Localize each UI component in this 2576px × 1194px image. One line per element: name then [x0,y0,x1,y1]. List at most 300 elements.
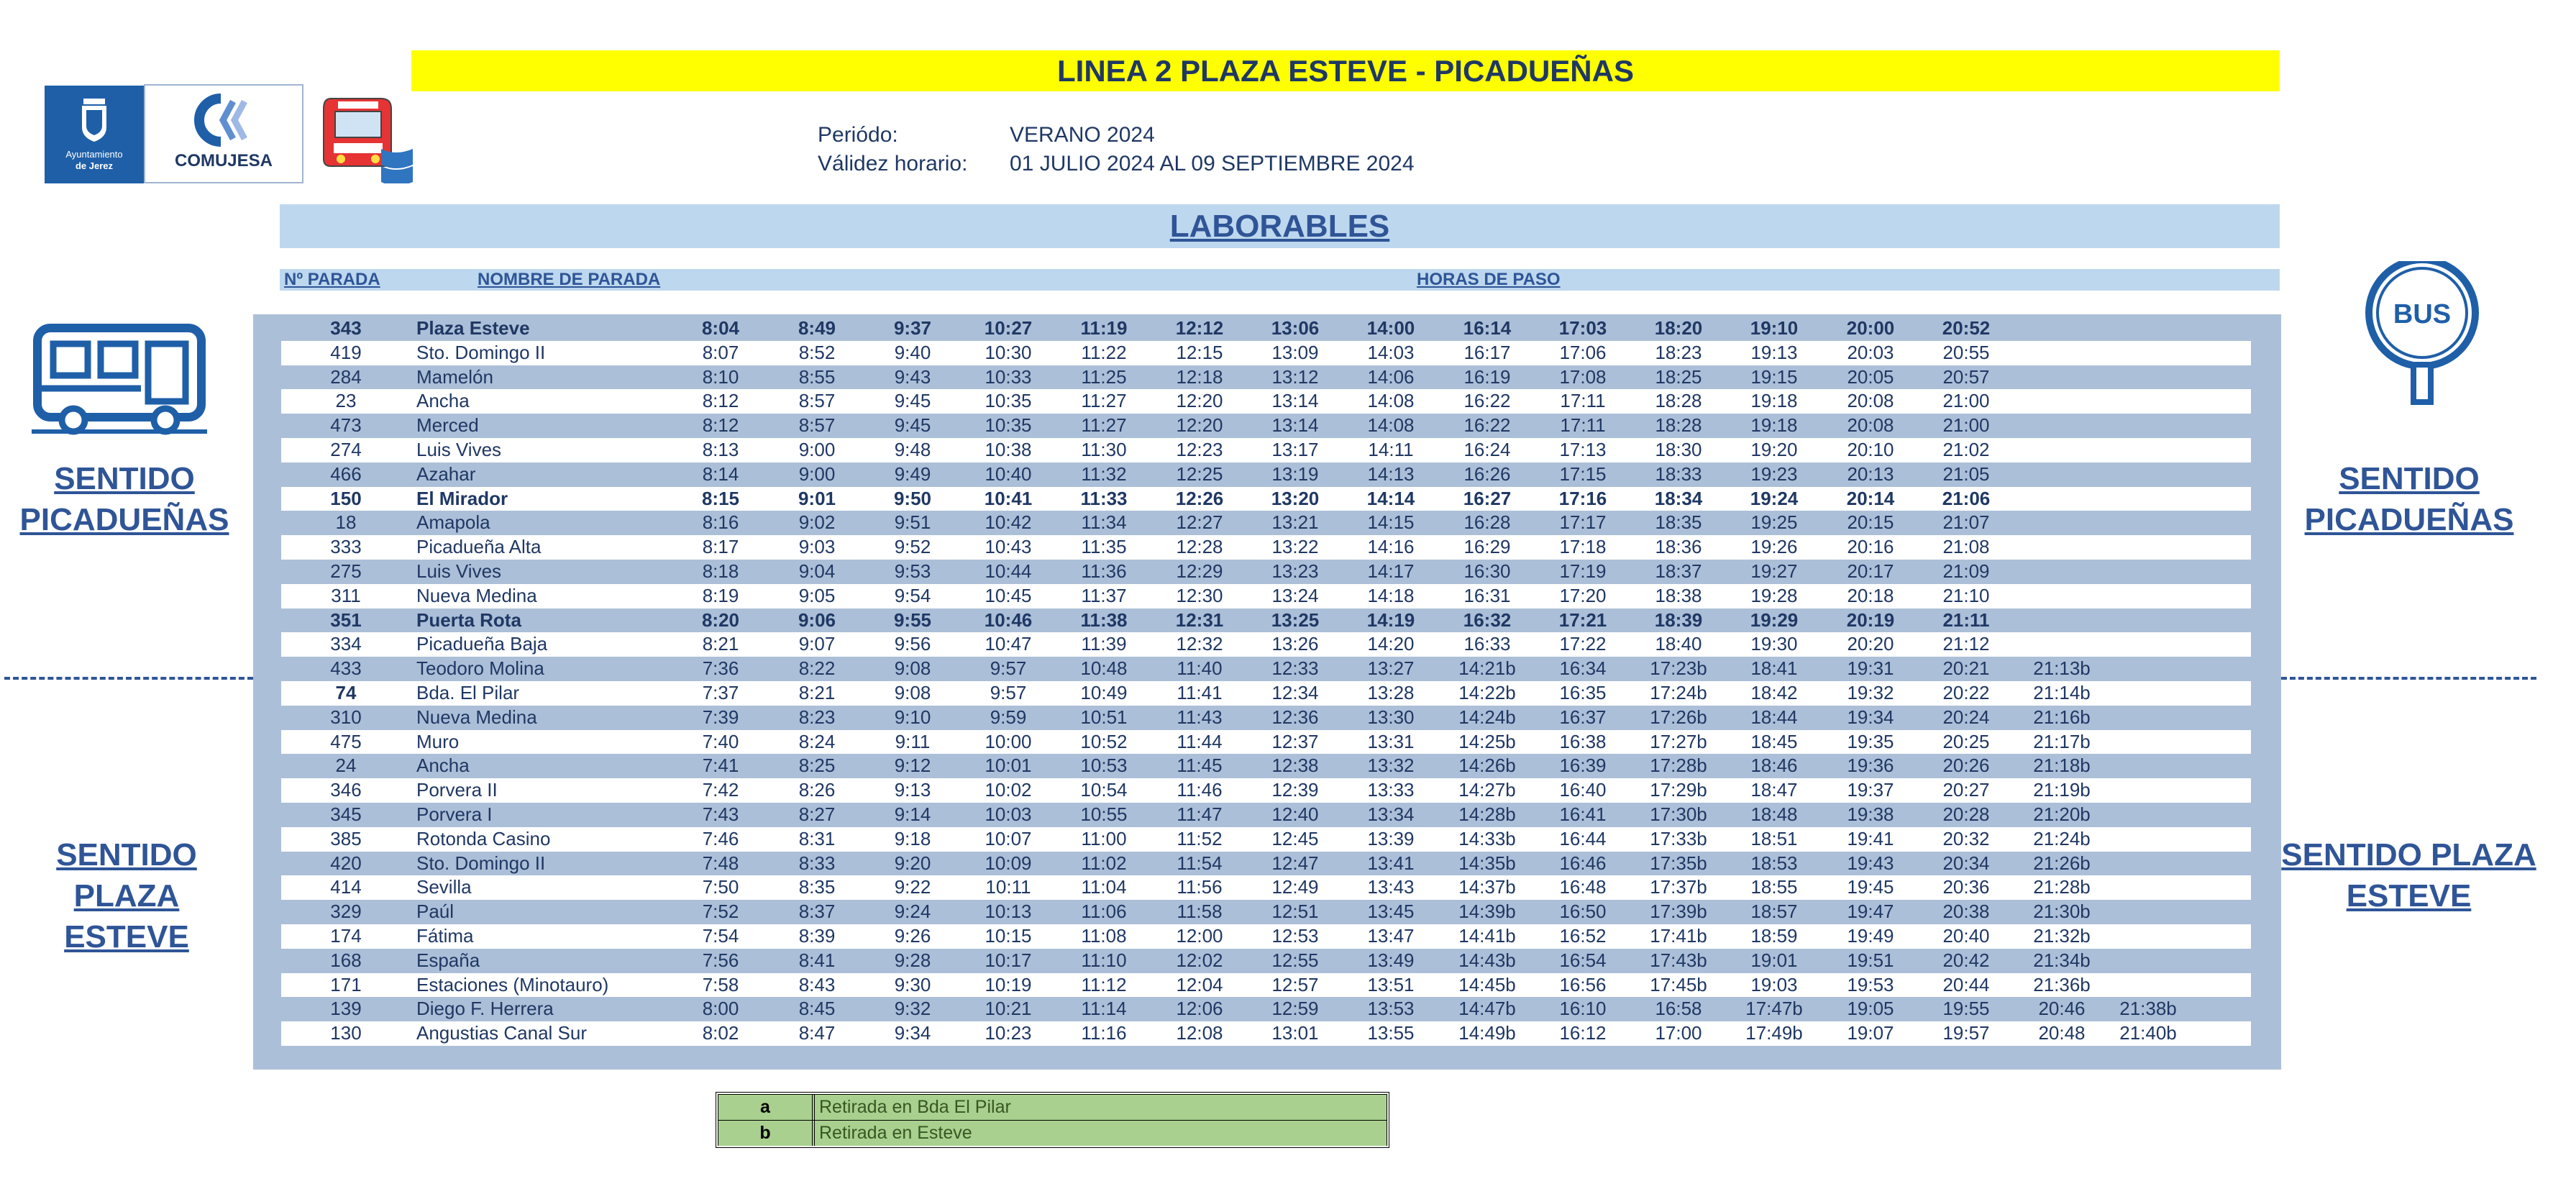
departure-time: 20:08 [1847,414,1894,437]
departure-time: 18:25 [1655,365,1702,388]
departure-time: 20:05 [1847,365,1894,388]
departure-time: 19:24 [1750,487,1799,509]
departure-time: 7:58 [702,973,739,995]
departure-time: 21:09 [1942,560,1990,582]
departure-time: 9:01 [798,487,836,509]
departure-time: 12:55 [1271,949,1319,971]
departure-time: 14:18 [1367,584,1415,606]
departure-time: 17:26b [1650,706,1707,728]
departure-time: 16:33 [1463,633,1511,655]
stop-number: 433 [330,657,362,680]
table-row [281,827,2251,852]
departure-time: 11:27 [1081,414,1127,437]
table-row [281,949,2251,973]
table-row [281,852,2251,876]
table-row [281,487,2251,511]
departure-time: 11:38 [1080,609,1128,631]
departure-time: 14:26b [1458,755,1516,777]
departure-time: 16:27 [1463,487,1512,509]
departure-time: 21:18b [2033,755,2091,777]
departure-time: 19:36 [1847,755,1894,777]
departure-time: 8:00 [702,998,739,1020]
departure-time: 21:28b [2033,876,2091,898]
departure-time: 8:35 [798,876,836,898]
departure-time: 12:08 [1176,1022,1223,1044]
table-row [281,609,2251,633]
departure-time: 8:45 [798,998,836,1020]
departure-time: 20:44 [1942,973,1990,995]
departure-time: 17:24b [1650,682,1707,703]
departure-time: 16:58 [1655,998,1702,1020]
departure-time: 21:34b [2033,949,2091,971]
departure-time: 17:35b [1650,852,1707,874]
departure-time: 19:20 [1750,439,1798,460]
departure-time: 9:04 [798,560,836,582]
legend [716,1092,1389,1148]
departure-time: 21:20b [2033,803,2091,825]
page-title: LINEA 2 PLAZA ESTEVE - PICADUEÑAS [411,50,2280,91]
direction-line1: SENTIDO [54,461,195,496]
departure-time: 16:22 [1463,414,1511,437]
direction-esteve-right [2281,834,2536,916]
table-row [281,414,2251,438]
departure-time: 10:17 [985,949,1032,971]
departure-time: 13:21 [1271,511,1319,534]
departure-time: 8:15 [701,487,740,509]
stop-number: 310 [330,706,362,728]
departure-time: 16:46 [1559,852,1607,874]
departure-time: 11:22 [1081,341,1127,363]
departure-time: 10:30 [985,341,1032,363]
departure-time: 14:14 [1366,487,1415,509]
table-row [281,875,2251,900]
stop-name: Azahar [416,462,476,485]
direction-picaduenas-right [2287,458,2531,540]
stop-number: 168 [330,949,362,971]
stop-name: Teodoro Molina [416,657,544,680]
departure-time: 17:33b [1650,827,1707,849]
departure-time: 19:07 [1847,1022,1894,1044]
departure-time: 9:51 [894,511,931,534]
departure-time: 19:26 [1750,536,1798,558]
departure-time: 11:16 [1081,1022,1127,1044]
departure-time: 13:39 [1367,827,1415,849]
departure-time: 19:35 [1847,730,1894,752]
header-times: HORAS DE PASO [1417,270,1561,289]
table-row [281,389,2251,414]
svg-text:COMUJESA: COMUJESA [174,151,273,170]
direction-line1: SENTIDO PLAZA [2281,837,2536,872]
departure-time: 20:46 [2038,998,2086,1020]
departure-time: 13:33 [1367,779,1415,801]
departure-time: 9:45 [894,414,931,437]
departure-time: 11:47 [1177,803,1223,825]
departure-time: 14:13 [1367,462,1415,485]
departure-time: 18:45 [1750,730,1798,752]
table-row [281,438,2251,462]
departure-time: 7:39 [702,706,739,728]
departure-time: 9:06 [798,609,836,631]
divider-right [2281,677,2536,680]
departure-time: 8:20 [701,609,740,631]
departure-time: 17:23b [1650,657,1707,680]
table-row [281,803,2251,827]
departure-time: 19:18 [1750,390,1798,412]
departure-time: 21:00 [1942,390,1990,412]
departure-time: 11:40 [1177,657,1223,680]
departure-time: 13:19 [1271,462,1319,485]
departure-time: 10:54 [1080,779,1128,801]
departure-time: 21:36b [2033,973,2091,995]
departure-time: 20:48 [2038,1022,2086,1044]
legend-text: Retirada en Esteve [819,1123,972,1143]
departure-time: 18:39 [1654,609,1703,631]
departure-time: 10:41 [984,487,1033,509]
ayuntamiento-logo [45,86,144,183]
departure-time: 21:10 [1942,584,1990,606]
departure-time: 21:38b [2119,998,2177,1020]
departure-time: 13:32 [1367,755,1415,777]
stop-number: 24 [335,755,357,777]
departure-time: 13:09 [1271,341,1319,363]
departure-time: 8:12 [702,390,739,412]
departure-time: 16:30 [1463,560,1511,582]
departure-time: 20:26 [1942,755,1990,777]
stop-number: 414 [330,876,362,898]
departure-time: 19:38 [1847,803,1894,825]
departure-time: 21:11 [1942,609,1990,631]
departure-time: 8:52 [798,341,836,363]
departure-time: 20:25 [1942,730,1990,752]
departure-time: 12:37 [1271,730,1319,752]
departure-time: 14:49b [1458,1022,1516,1044]
legend-key: b [718,1121,815,1146]
stop-number: 171 [330,973,362,995]
departure-time: 11:04 [1081,876,1127,898]
departure-time: 7:41 [702,755,739,777]
departure-time: 9:53 [894,560,931,582]
departure-time: 11:12 [1081,973,1127,995]
departure-time: 16:41 [1559,803,1607,825]
validity-value: 01 JULIO 2024 AL 09 SEPTIEMBRE 2024 [1010,152,1415,176]
departure-time: 16:34 [1559,657,1607,680]
departure-time: 13:20 [1271,487,1320,509]
departure-time: 12:29 [1176,560,1223,582]
departure-time: 14:37b [1458,876,1516,898]
stop-number: 139 [330,998,362,1020]
departure-time: 9:34 [894,1022,931,1044]
departure-time: 16:24 [1463,439,1511,460]
departure-time: 13:47 [1367,925,1415,947]
departure-time: 19:47 [1847,901,1894,923]
departure-time: 9:14 [894,803,931,825]
departure-time: 10:44 [985,560,1032,582]
departure-time: 7:42 [702,779,739,801]
departure-time: 14:11 [1368,439,1414,460]
departure-time: 16:38 [1559,730,1607,752]
departure-time: 21:05 [1942,462,1990,485]
departure-time: 20:34 [1942,852,1990,874]
bus-mascot-logo [316,91,413,183]
departure-time: 18:33 [1655,462,1702,485]
departure-time: 21:00 [1942,414,1990,437]
stop-number: 466 [330,462,362,485]
departure-time: 10:53 [1080,755,1128,777]
departure-time: 8:04 [701,317,740,339]
departure-time: 14:33b [1458,827,1516,849]
departure-time: 8:49 [798,317,836,339]
departure-time: 20:42 [1942,949,1990,971]
shield-icon [45,86,144,183]
departure-time: 17:13 [1559,439,1607,460]
bus-icon [32,324,207,435]
departure-time: 8:21 [702,633,739,655]
departure-time: 17:49b [1745,1022,1803,1044]
stop-name: Luis Vives [416,439,502,460]
direction-line1: SENTIDO [2339,461,2480,496]
departure-time: 20:14 [1846,487,1895,509]
departure-time: 18:42 [1750,682,1798,703]
departure-time: 17:16 [1558,487,1607,509]
header-stop-no: Nº PARADA [284,270,380,289]
stop-name: Diego F. Herrera [416,998,554,1020]
departure-time: 12:51 [1271,901,1319,923]
departure-time: 18:34 [1654,487,1703,509]
departure-time: 17:18 [1559,536,1607,558]
departure-time: 14:41b [1458,925,1516,947]
departure-time: 9:28 [894,949,931,971]
departure-time: 14:22b [1458,682,1516,703]
departure-time: 10:27 [984,317,1033,339]
departure-time: 10:00 [985,730,1032,752]
departure-time: 12:23 [1176,439,1223,460]
stop-name: Ancha [416,390,470,412]
departure-time: 10:46 [984,609,1033,631]
departure-time: 10:35 [985,390,1032,412]
stop-name: Nueva Medina [416,706,537,728]
departure-time: 21:19b [2033,779,2091,801]
departure-time: 10:49 [1080,682,1128,703]
departure-time: 10:02 [985,779,1032,801]
departure-time: 11:27 [1081,390,1127,412]
departure-time: 21:40b [2119,1022,2177,1044]
table-row [281,657,2251,681]
departure-time: 17:08 [1559,365,1607,388]
bus-stop-sign-icon [2362,261,2483,405]
departure-time: 9:48 [894,439,931,460]
departure-time: 12:36 [1271,706,1319,728]
departure-time: 18:30 [1655,439,1702,460]
departure-time: 8:13 [702,439,739,460]
departure-time: 18:57 [1750,901,1798,923]
legend-key: a [718,1095,815,1120]
departure-time: 20:19 [1846,609,1895,631]
comujesa-logo [144,84,303,183]
departure-time: 18:28 [1655,414,1702,437]
departure-time: 12:06 [1176,998,1223,1020]
departure-time: 20:20 [1847,633,1894,655]
departure-time: 8:25 [798,755,836,777]
departure-time: 12:39 [1271,779,1319,801]
departure-time: 13:12 [1271,365,1319,388]
departure-time: 12:04 [1176,973,1223,995]
departure-time: 19:51 [1847,949,1894,971]
departure-time: 17:30b [1650,803,1707,825]
departure-time: 9:55 [893,609,932,631]
departure-time: 19:03 [1750,973,1798,995]
legend-text: Retirada en Bda El Pilar [819,1097,1011,1117]
departure-time: 16:37 [1559,706,1607,728]
departure-time: 9:59 [990,706,1027,728]
stop-name: Sevilla [416,876,472,898]
departure-time: 9:54 [894,584,931,606]
departure-time: 19:57 [1942,1022,1990,1044]
departure-time: 9:12 [894,755,931,777]
departure-time: 13:28 [1367,682,1415,703]
departure-time: 16:48 [1559,876,1607,898]
departure-time: 11:36 [1081,560,1127,582]
departure-time: 21:12 [1942,633,1990,655]
departure-time: 12:33 [1271,657,1319,680]
departure-time: 16:52 [1559,925,1607,947]
departure-time: 13:01 [1271,1022,1319,1044]
departure-time: 19:18 [1750,414,1798,437]
departure-time: 20:52 [1942,317,1991,339]
departure-time: 12:45 [1271,827,1319,849]
departure-time: 10:01 [985,755,1032,777]
validity-label: Válidez horario: [818,152,968,176]
departure-time: 14:17 [1367,560,1415,582]
stop-number: 333 [330,536,362,558]
departure-time: 11:06 [1081,901,1127,923]
departure-time: 9:00 [798,462,836,485]
departure-time: 16:29 [1463,536,1511,558]
departure-time: 9:05 [798,584,836,606]
stop-number: 473 [330,414,362,437]
departure-time: 9:18 [894,827,931,849]
departure-time: 7:56 [702,949,739,971]
departure-time: 12:40 [1271,803,1319,825]
departure-time: 20:40 [1942,925,1990,947]
departure-time: 13:51 [1367,973,1415,995]
departure-time: 17:45b [1650,973,1707,995]
departure-time: 16:19 [1463,365,1511,388]
departure-time: 17:22 [1559,633,1607,655]
departure-time: 14:16 [1367,536,1415,558]
stop-name: Fátima [416,925,474,947]
departure-time: 20:13 [1847,462,1894,485]
departure-time: 20:17 [1847,560,1894,582]
stop-number: 420 [330,852,362,874]
departure-time: 8:19 [702,584,739,606]
departure-time: 21:30b [2033,901,2091,923]
comujesa-mark-icon [145,86,302,182]
departure-time: 14:27b [1458,779,1516,801]
stop-name: Porvera II [416,779,498,801]
departure-time: 9:56 [894,633,931,655]
departure-time: 21:07 [1942,511,1990,534]
departure-time: 17:39b [1650,901,1707,923]
departure-time: 11:33 [1080,487,1128,509]
departure-time: 20:00 [1846,317,1895,339]
departure-time: 10:42 [985,511,1032,534]
departure-time: 8:47 [798,1022,836,1044]
departure-time: 19:30 [1750,633,1798,655]
departure-time: 10:23 [985,1022,1032,1044]
departure-time: 10:35 [985,414,1032,437]
departure-time: 11:52 [1177,827,1223,849]
departure-time: 16:17 [1463,341,1511,363]
table-row [281,632,2251,657]
departure-time: 8:14 [702,462,739,485]
departure-time: 13:41 [1367,852,1415,874]
departure-time: 11:39 [1081,633,1127,655]
departure-time: 20:03 [1847,341,1894,363]
departure-time: 20:55 [1942,341,1990,363]
departure-time: 14:24b [1458,706,1516,728]
departure-time: 7:37 [702,682,739,703]
stop-name: El Mirador [416,487,508,509]
departure-time: 18:35 [1655,511,1702,534]
departure-time: 13:24 [1271,584,1319,606]
departure-time: 12:20 [1176,390,1223,412]
stop-name: Luis Vives [416,560,502,582]
table-row [281,341,2251,365]
stop-name: Puerta Rota [416,609,521,631]
departure-time: 19:41 [1847,827,1894,849]
departure-time: 19:32 [1847,682,1894,703]
departure-time: 18:37 [1655,560,1702,582]
departure-time: 9:40 [894,341,931,363]
departure-time: 13:55 [1367,1022,1415,1044]
departure-time: 11:00 [1081,827,1127,849]
stop-number: 343 [330,317,362,339]
departure-time: 9:13 [894,779,931,801]
departure-time: 10:19 [985,973,1032,995]
departure-time: 14:08 [1367,414,1415,437]
departure-time: 10:45 [985,584,1032,606]
table-row [281,462,2251,487]
table-row [281,778,2251,803]
departure-time: 19:37 [1847,779,1894,801]
stop-number: 284 [330,365,362,388]
departure-time: 10:48 [1080,657,1128,680]
table-row [281,730,2251,755]
departure-time: 11:19 [1080,317,1128,339]
departure-time: 18:28 [1655,390,1702,412]
departure-time: 8:17 [702,536,739,558]
departure-time: 20:27 [1942,779,1990,801]
departure-time: 16:50 [1559,901,1607,923]
departure-time: 21:26b [2033,852,2091,874]
departure-time: 9:57 [990,657,1027,680]
svg-text:Ayuntamiento: Ayuntamiento [65,149,123,160]
direction-picaduenas-left [0,458,249,540]
departure-time: 12:26 [1175,487,1224,509]
stop-number: 311 [331,584,361,606]
departure-time: 10:55 [1080,803,1128,825]
departure-time: 12:12 [1175,317,1224,339]
departure-time: 18:40 [1655,633,1702,655]
table-row [281,560,2251,584]
departure-time: 19:27 [1750,560,1798,582]
departure-time: 14:47b [1458,998,1516,1020]
departure-time: 14:20 [1367,633,1415,655]
departure-time: 12:25 [1176,462,1223,485]
legend-row [718,1095,1387,1121]
departure-time: 17:43b [1650,949,1707,971]
departure-time: 12:02 [1176,949,1223,971]
